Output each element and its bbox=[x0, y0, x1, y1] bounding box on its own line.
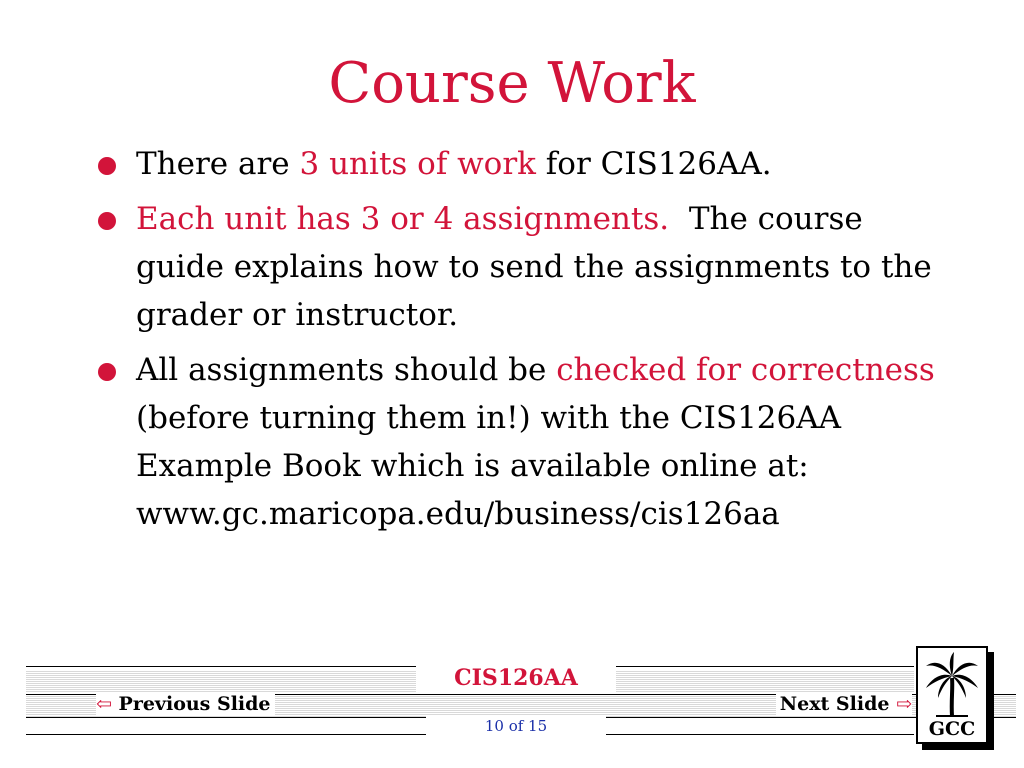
next-slide-button[interactable] bbox=[776, 692, 912, 716]
bullet-text-part: There are bbox=[136, 146, 300, 182]
course-label: CIS126AA bbox=[416, 664, 616, 692]
bullet-text-part: All assignments should be bbox=[136, 352, 557, 388]
bullet-dot-icon bbox=[98, 212, 116, 230]
bullet-text bbox=[136, 146, 772, 182]
bullet-text-part: The course guide explains how to send the assignments to the grader or instructor. bbox=[136, 201, 942, 333]
bullet-dot-icon bbox=[98, 157, 116, 175]
bullet-text bbox=[136, 201, 942, 333]
bullet-text-part: for CIS126AA. bbox=[535, 146, 772, 182]
bullet-text-part: (before turning them in!) with the CIS126AA Example Book which is available online at: bbox=[136, 400, 842, 484]
arrow-right-icon: ⇨ bbox=[896, 693, 912, 715]
bullet-highlight: checked for correctness bbox=[556, 352, 935, 388]
previous-slide-button[interactable] bbox=[96, 692, 275, 716]
slide-footer bbox=[26, 664, 1016, 738]
next-slide-label: Next Slide bbox=[779, 693, 890, 715]
bullet-item-1 bbox=[96, 140, 956, 188]
gcc-logo bbox=[916, 646, 988, 744]
slide-title: Course Work bbox=[328, 51, 696, 116]
page-counter: 10 of 15 bbox=[426, 716, 606, 736]
bullet-item-2 bbox=[96, 195, 956, 339]
bullet-dot-icon bbox=[98, 363, 116, 381]
bullet-list bbox=[96, 140, 956, 545]
arrow-left-icon: ⇦ bbox=[96, 693, 112, 715]
bullet-highlight: Each unit has 3 or 4 assignments. bbox=[136, 201, 670, 237]
logo-text: GCC bbox=[928, 718, 976, 740]
previous-slide-label: Previous Slide bbox=[118, 693, 271, 715]
bullet-text bbox=[136, 352, 935, 532]
palm-tree-icon bbox=[922, 652, 982, 718]
bullet-item-3 bbox=[96, 346, 956, 538]
course-url: www.gc.maricopa.edu/business/cis126aa bbox=[136, 496, 780, 532]
bullet-highlight: 3 units of work bbox=[299, 146, 536, 182]
